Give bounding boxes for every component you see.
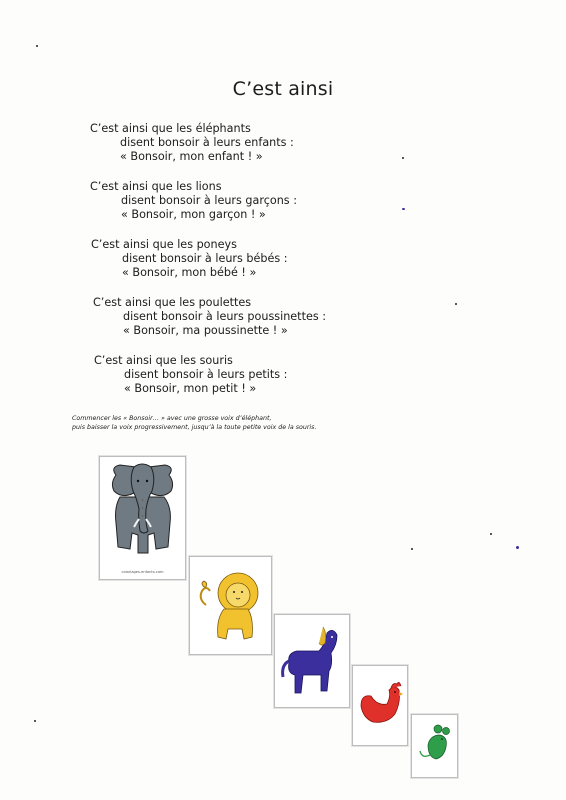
stanza-elephants bbox=[0, 122, 566, 180]
poem bbox=[0, 122, 566, 412]
stanza-poulettes bbox=[0, 296, 566, 354]
poem-line: « Bonsoir, mon petit ! » bbox=[124, 382, 257, 395]
instruction-line-1: Commencer les « Bonsoir… » avec une grosse voix d’éléphant, bbox=[72, 415, 272, 422]
scan-speck bbox=[34, 720, 36, 722]
lion-card bbox=[189, 556, 272, 655]
poem-line: disent bonsoir à leurs bébés : bbox=[122, 252, 288, 265]
scan-speck bbox=[411, 548, 413, 550]
lion-illustration bbox=[190, 557, 271, 654]
poem-line: C’est ainsi que les éléphants bbox=[90, 122, 251, 135]
scan-speck bbox=[402, 208, 405, 210]
poem-line: disent bonsoir à leurs petits : bbox=[124, 368, 288, 381]
scan-speck bbox=[490, 533, 492, 535]
poem-line: « Bonsoir, ma poussinette ! » bbox=[123, 324, 288, 337]
elephant-card bbox=[99, 456, 186, 580]
instruction-line-2: puis baisser la voix progressivement, jusqu’à la toute petite voix de la souris. bbox=[72, 424, 317, 431]
scan-speck bbox=[36, 45, 38, 47]
instruction-note bbox=[72, 414, 316, 432]
stanza-souris bbox=[0, 354, 566, 412]
poem-line: disent bonsoir à leurs poussinettes : bbox=[123, 310, 326, 323]
poem-line: disent bonsoir à leurs enfants : bbox=[120, 136, 294, 149]
poem-line: disent bonsoir à leurs garçons : bbox=[121, 194, 297, 207]
hen-card bbox=[352, 665, 408, 746]
pony-illustration bbox=[275, 615, 349, 707]
elephant-card-credit: coloriages-enfants.com bbox=[121, 570, 164, 574]
poem-line: « Bonsoir, mon garçon ! » bbox=[121, 208, 266, 221]
elephant-illustration bbox=[100, 457, 185, 579]
pony-card bbox=[274, 614, 350, 708]
page-title: C’est ainsi bbox=[232, 78, 334, 100]
scan-speck bbox=[455, 303, 457, 305]
mouse-card bbox=[411, 714, 458, 778]
poem-line: C’est ainsi que les souris bbox=[94, 354, 233, 367]
poem-line: C’est ainsi que les lions bbox=[90, 180, 222, 193]
mouse-illustration bbox=[412, 715, 457, 777]
poem-line: C’est ainsi que les poneys bbox=[91, 238, 237, 251]
hen-illustration bbox=[353, 666, 407, 745]
stanza-lions bbox=[0, 180, 566, 238]
scan-speck bbox=[516, 546, 519, 549]
poem-line: « Bonsoir, mon enfant ! » bbox=[120, 150, 263, 163]
poem-line: « Bonsoir, mon bébé ! » bbox=[122, 266, 257, 279]
poem-line: C’est ainsi que les poulettes bbox=[93, 296, 252, 309]
stanza-poneys bbox=[0, 238, 566, 296]
scan-speck bbox=[402, 157, 404, 159]
